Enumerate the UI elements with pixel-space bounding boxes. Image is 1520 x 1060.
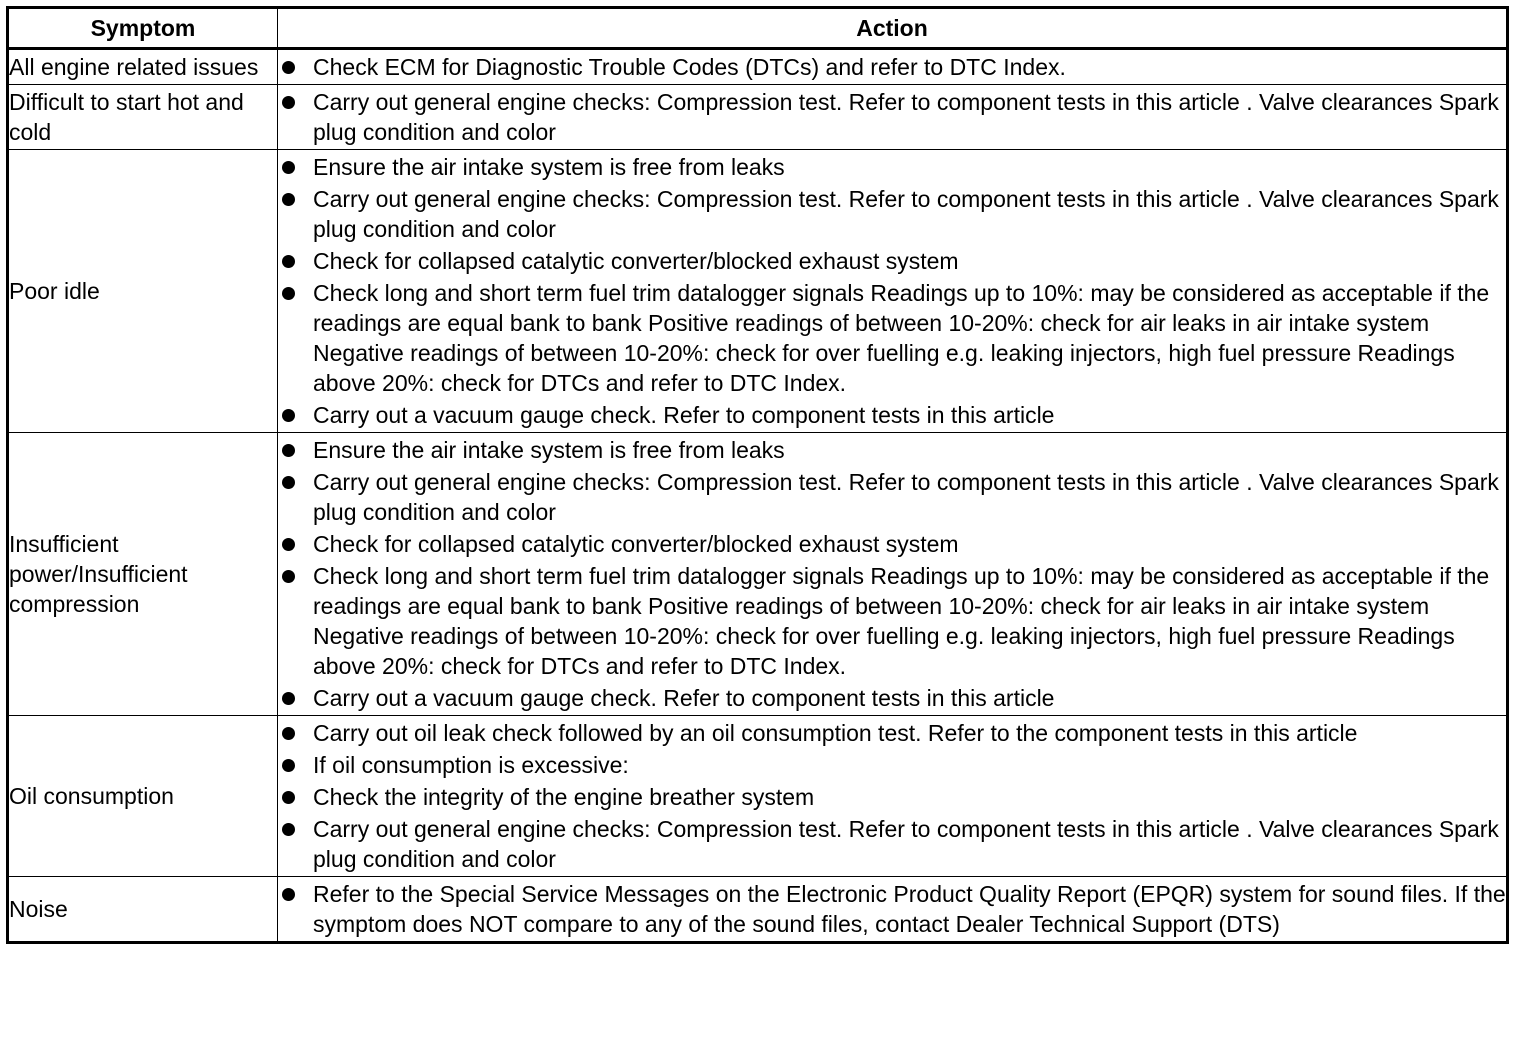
bullet-icon: [282, 287, 295, 300]
table-row: [8, 85, 1508, 150]
bullet-icon: [282, 791, 295, 804]
action-item: [278, 152, 1506, 182]
action-item: [278, 718, 1506, 748]
action-text: Check the integrity of the engine breather system: [313, 784, 815, 810]
action-cell: [278, 49, 1508, 85]
action-cell: [278, 716, 1508, 877]
bullet-icon: [282, 444, 295, 457]
action-item: [278, 184, 1506, 244]
action-text: Ensure the air intake system is free from leaks: [313, 154, 785, 180]
action-text: Carry out oil leak check followed by an oil consumption test. Refer to the component tests in this article: [313, 720, 1358, 746]
symptom-cell: All engine related issues: [8, 49, 278, 85]
action-text: Check long and short term fuel trim datalogger signals Readings up to 10%: may be considered as acceptable if the readings are equal bank to bank Positive readings of between 10-20%: check for air leaks in air intake system Negative readings of between 10-20%: check for over fuelling e.g. leaking injectors, high fuel pressure Readings above 20%: check for DTCs and refer to DTC Index.: [313, 280, 1490, 396]
action-cell: [278, 150, 1508, 433]
action-item: [278, 400, 1506, 430]
action-text: Carry out general engine checks: Compression test. Refer to component tests in this article . Valve clearances Spark plug condition and color: [313, 469, 1499, 525]
action-list: [278, 879, 1506, 939]
action-text: Carry out general engine checks: Compression test. Refer to component tests in this article . Valve clearances Spark plug condition and color: [313, 816, 1499, 872]
action-list: [278, 87, 1506, 147]
action-item: [278, 87, 1506, 147]
bullet-icon: [282, 193, 295, 206]
symptom-cell: Difficult to start hot and cold: [8, 85, 278, 150]
action-list: [278, 718, 1506, 874]
action-list: [278, 52, 1506, 82]
bullet-icon: [282, 61, 295, 74]
action-text: Carry out a vacuum gauge check. Refer to component tests in this article: [313, 685, 1055, 711]
header-action: Action: [278, 8, 1508, 49]
action-item: [278, 561, 1506, 681]
table-body: [8, 49, 1508, 943]
action-list: [278, 435, 1506, 713]
bullet-icon: [282, 538, 295, 551]
symptom-cell: Poor idle: [8, 150, 278, 433]
action-text: Check for collapsed catalytic converter/blocked exhaust system: [313, 248, 959, 274]
table-row: [8, 150, 1508, 433]
bullet-icon: [282, 692, 295, 705]
action-text: Carry out a vacuum gauge check. Refer to component tests in this article: [313, 402, 1055, 428]
bullet-icon: [282, 727, 295, 740]
table-header-row: [8, 8, 1508, 49]
symptom-cell: Oil consumption: [8, 716, 278, 877]
bullet-icon: [282, 570, 295, 583]
bullet-icon: [282, 409, 295, 422]
action-text: Check ECM for Diagnostic Trouble Codes (DTCs) and refer to DTC Index.: [313, 54, 1066, 80]
action-item: [278, 278, 1506, 398]
action-cell: [278, 877, 1508, 943]
action-item: [278, 467, 1506, 527]
action-cell: [278, 85, 1508, 150]
action-text: Refer to the Special Service Messages on the Electronic Product Quality Report (EPQR) system for sound files. If the symptom does NOT compare to any of the sound files, contact Dealer Technical Support (DTS): [313, 881, 1506, 937]
action-text: Carry out general engine checks: Compression test. Refer to component tests in this article . Valve clearances Spark plug condition and color: [313, 89, 1499, 145]
action-text: Carry out general engine checks: Compression test. Refer to component tests in this article . Valve clearances Spark plug condition and color: [313, 186, 1499, 242]
action-text: Ensure the air intake system is free from leaks: [313, 437, 785, 463]
action-item: [278, 750, 1506, 780]
bullet-icon: [282, 96, 295, 109]
action-text: Check for collapsed catalytic converter/blocked exhaust system: [313, 531, 959, 557]
bullet-icon: [282, 255, 295, 268]
action-item: [278, 529, 1506, 559]
table-row: [8, 433, 1508, 716]
action-list: [278, 152, 1506, 430]
action-text: Check long and short term fuel trim datalogger signals Readings up to 10%: may be considered as acceptable if the readings are equal bank to bank Positive readings of between 10-20%: check for air leaks in air intake system Negative readings of between 10-20%: check for over fuelling e.g. leaking injectors, high fuel pressure Readings above 20%: check for DTCs and refer to DTC Index.: [313, 563, 1490, 679]
action-item: [278, 246, 1506, 276]
header-symptom: Symptom: [8, 8, 278, 49]
action-item: [278, 782, 1506, 812]
table-row: [8, 49, 1508, 85]
symptom-cell: Noise: [8, 877, 278, 943]
bullet-icon: [282, 476, 295, 489]
bullet-icon: [282, 888, 295, 901]
action-item: [278, 814, 1506, 874]
symptom-action-table: [6, 6, 1509, 944]
table-row: [8, 877, 1508, 943]
action-item: [278, 683, 1506, 713]
action-cell: [278, 433, 1508, 716]
symptom-cell: Insufficient power/Insufficient compression: [8, 433, 278, 716]
action-text: If oil consumption is excessive:: [313, 752, 629, 778]
table-row: [8, 716, 1508, 877]
action-item: [278, 435, 1506, 465]
action-item: [278, 879, 1506, 939]
bullet-icon: [282, 823, 295, 836]
bullet-icon: [282, 759, 295, 772]
bullet-icon: [282, 161, 295, 174]
action-item: [278, 52, 1506, 82]
